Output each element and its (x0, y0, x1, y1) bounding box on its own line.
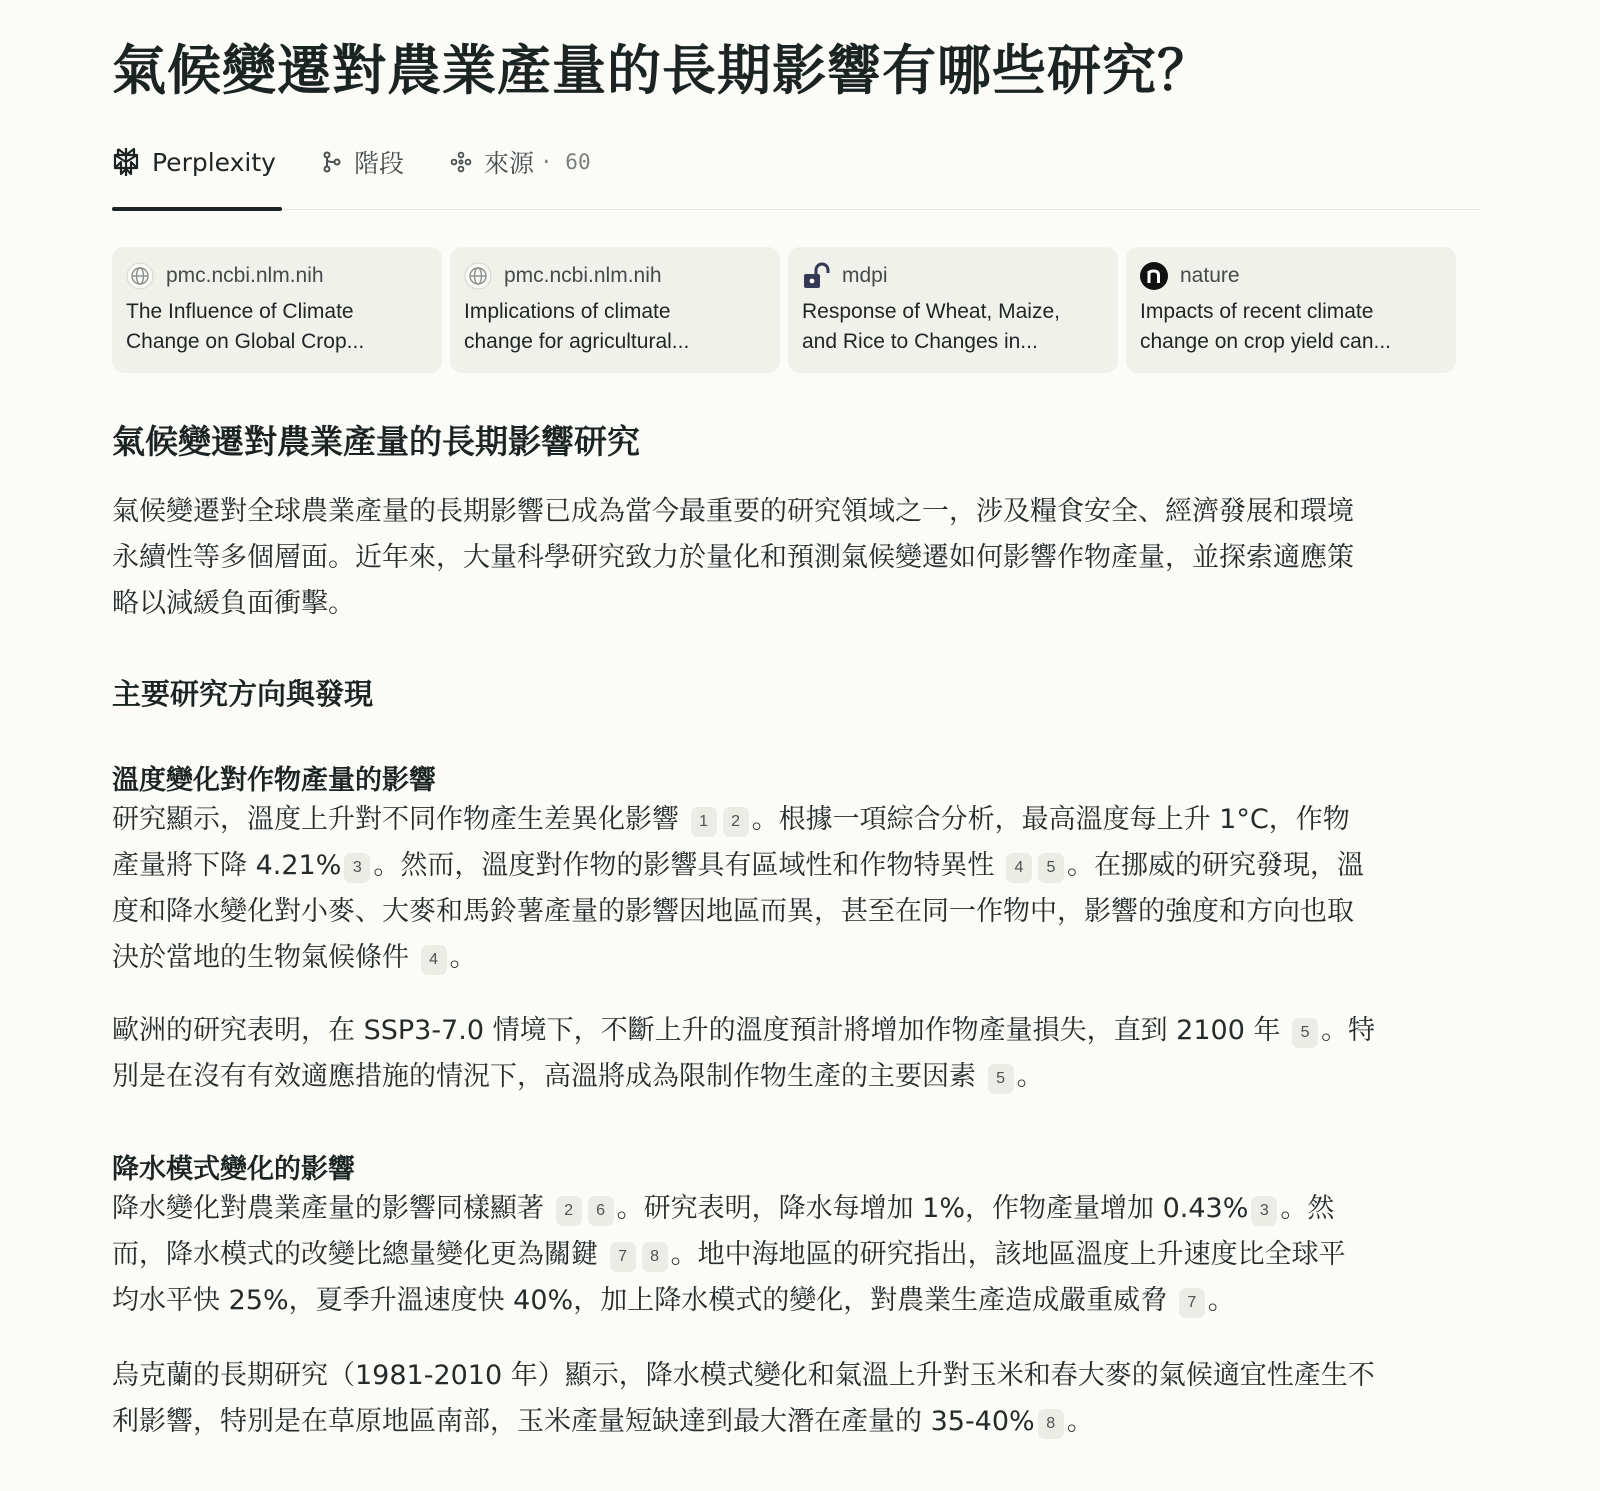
temperature-paragraph-2: 歐洲的研究表明，在 SSP3-7.0 情境下，不斷上升的溫度預計將增加作物產量損失，直到 2100 年 5 。特 別是在沒有有效適應措施的情況下，高溫將成為限制作物生產的主要因素 5 。 (112, 1015, 1376, 1092)
citation-badge[interactable]: 2 (556, 1196, 582, 1226)
tab-sources-label: 來源 (484, 149, 535, 178)
sources-count: · 60 (540, 150, 591, 174)
citation-badge[interactable]: 4 (1006, 853, 1032, 883)
source-card-2[interactable] (450, 247, 780, 373)
citation-badge[interactable]: 1 (691, 807, 717, 837)
citation-badge[interactable]: 8 (1038, 1409, 1064, 1439)
source-card-4[interactable] (1126, 247, 1456, 373)
tab-perplexity-label: Perplexity (152, 147, 276, 177)
answer-tabs (112, 134, 1480, 210)
source-site: nature (1180, 264, 1240, 287)
source-title: Implications of climate change for agricultural... (464, 300, 690, 353)
source-site: pmc.ncbi.nlm.nih (504, 264, 662, 287)
citation-badge[interactable]: 7 (1179, 1288, 1205, 1318)
perplexity-logo-icon (112, 146, 140, 178)
section-heading: 主要研究方向與發現 (112, 677, 374, 711)
sources-icon (450, 151, 472, 173)
precipitation-paragraph-2: 烏克蘭的長期研究（1981-2010 年）顯示，降水模式變化和氣溫上升對玉米和春大麥的氣候適宜性產生不 利影響，特別是在草原地區南部，玉米產量短缺達到最大潛在產量的 35-40% 8 。 (112, 1360, 1375, 1437)
citation-badge[interactable]: 6 (588, 1196, 614, 1226)
source-card-1[interactable] (112, 247, 442, 373)
source-cards (112, 247, 1480, 373)
nature-logo-icon (1140, 262, 1168, 290)
citation-badge[interactable]: 5 (1038, 853, 1064, 883)
tab-steps[interactable] (322, 144, 404, 180)
source-card-3[interactable] (788, 247, 1118, 373)
tab-steps-label: 階段 (354, 149, 405, 178)
globe-icon (126, 262, 154, 290)
citation-badge[interactable]: 4 (421, 945, 447, 975)
source-site: mdpi (842, 264, 888, 287)
source-title: Response of Wheat, Maize, and Rice to Changes in... (802, 300, 1060, 353)
temperature-heading: 溫度變化對作物產量的影響 (112, 765, 436, 796)
citation-badge[interactable]: 8 (642, 1242, 668, 1272)
intro-paragraph: 氣候變遷對全球農業產量的長期影響已成為當今最重要的研究領域之一，涉及糧食安全、經濟發展和環境 永續性等多個層面。近年來，大量科學研究致力於量化和預測氣候變遷如何影響作物產量，並探索適應策 略以減緩負面衝擊。 (112, 496, 1354, 619)
temperature-paragraph-1: 研究顯示，溫度上升對不同作物產生差異化影響 1 2 。根據一項綜合分析，最高溫度每上升 1°C，作物 產量將下降 4.21% 3 。然而，溫度對作物的影響具有區域性和作物特異性 4 5 。在挪威的研究發現，溫 度和降水變化對小麥、大麥和馬鈴薯產量的影響因地區而異，甚至在同一作物中，影響的強度和方向也取 決於當地的生物氣候條件 4 。 (112, 804, 1364, 973)
tab-perplexity[interactable] (112, 144, 276, 180)
answer-heading: 氣候變遷對農業產量的長期影響研究 (112, 422, 640, 461)
citation-badge[interactable]: 3 (1251, 1196, 1277, 1226)
source-site: pmc.ncbi.nlm.nih (166, 264, 324, 287)
citation-badge[interactable]: 5 (1292, 1018, 1318, 1048)
mdpi-logo-icon (802, 262, 830, 290)
tab-sources[interactable] (450, 144, 591, 180)
precipitation-heading: 降水模式變化的影響 (112, 1154, 355, 1185)
citation-badge[interactable]: 3 (344, 853, 370, 883)
source-title: The Influence of Climate Change on Global Crop... (126, 300, 365, 353)
query-title: 氣候變遷對農業產量的長期影響有哪些研究？ (112, 39, 1212, 102)
source-title: Impacts of recent climate change on crop yield can... (1140, 300, 1391, 353)
citation-badge[interactable]: 5 (988, 1064, 1014, 1094)
citation-badge[interactable]: 7 (610, 1242, 636, 1272)
globe-icon (464, 262, 492, 290)
citation-badge[interactable]: 2 (723, 807, 749, 837)
steps-icon (322, 151, 342, 173)
precipitation-paragraph-1: 降水變化對農業產量的影響同樣顯著 2 6 。研究表明，降水每增加 1%，作物產量增加 0.43% 3 。然 而，降水模式的改變比總量變化更為關鍵 7 8 。地中海地區的研究指出，該地區溫度上升速度比全球平 均水平快 25%，夏季升溫速度快 40%，加上降水模式的變化，對農業生產造成嚴重威脅 7 。 (112, 1193, 1346, 1316)
active-tab-indicator (112, 207, 282, 211)
